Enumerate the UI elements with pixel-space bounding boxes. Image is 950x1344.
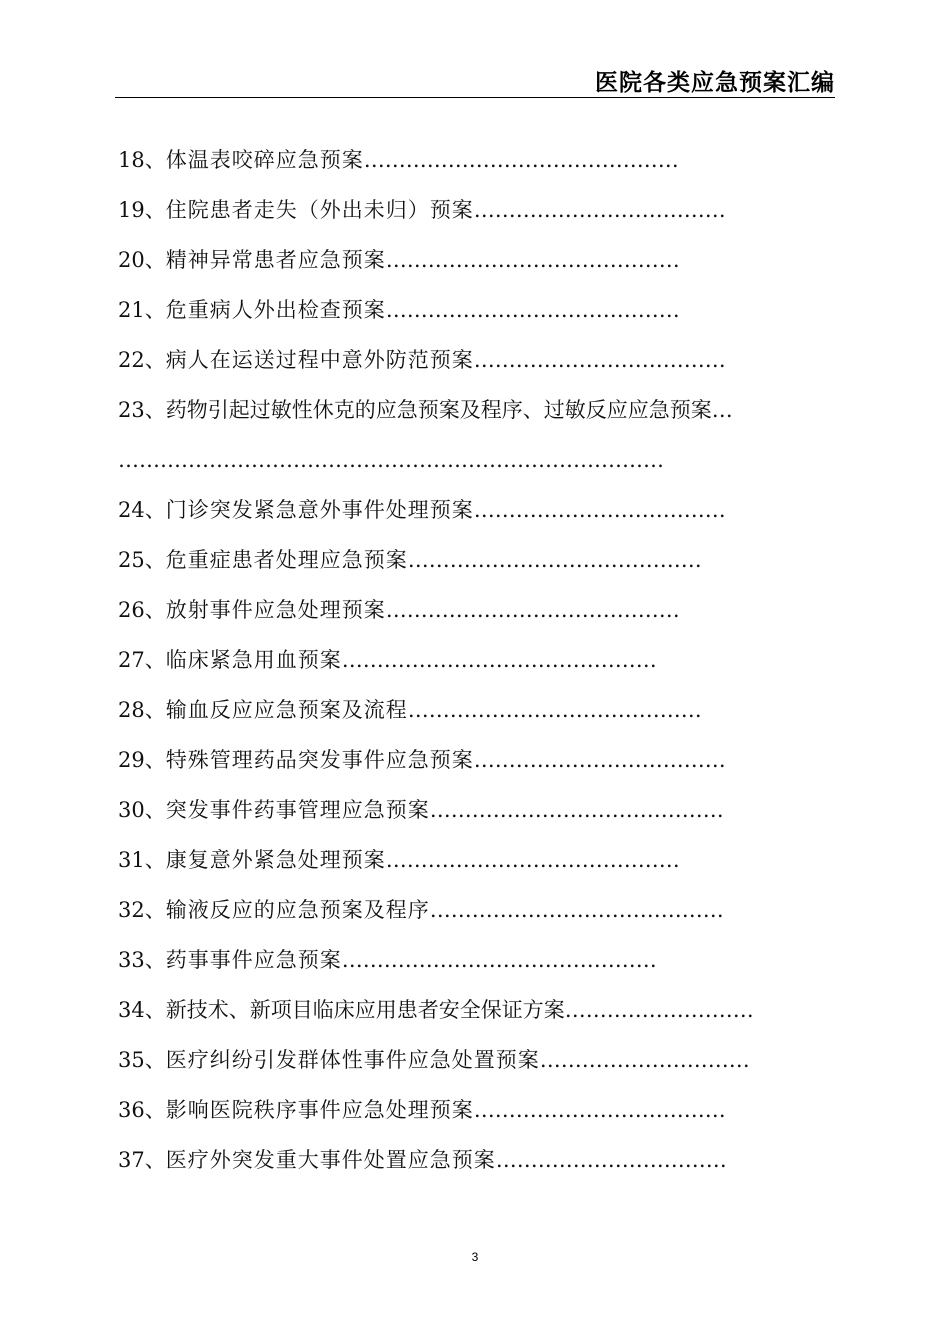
toc-entry-37[interactable] (118, 1142, 830, 1192)
toc-number: 20 (118, 248, 145, 272)
toc-separator: 、 (144, 398, 166, 422)
document-header-title: 医院各类应急预案汇编 (595, 70, 835, 96)
toc-leader-dots: …………………………………… (407, 548, 702, 572)
toc-leader-dots: …………………………………………………………………… (118, 448, 664, 472)
toc-entry-36[interactable] (118, 1092, 830, 1142)
toc-entry-35[interactable] (118, 1042, 830, 1092)
toc-separator: 、 (144, 198, 166, 222)
toc-leader-dots: …………………………………… (429, 898, 724, 922)
toc-title: 药物引起过敏性休克的应急预案及程序、过敏反应应急预案 (165, 398, 712, 422)
toc-separator: 、 (144, 748, 166, 772)
toc-entry-27[interactable] (118, 642, 830, 692)
toc-separator: 、 (144, 498, 166, 522)
toc-number: 30 (118, 798, 145, 822)
toc-number: 33 (118, 948, 145, 972)
toc-entry-29[interactable] (118, 742, 830, 792)
toc-entry-34[interactable] (118, 992, 830, 1042)
toc-number: 22 (118, 348, 145, 372)
toc-title: 病人在运送过程中意外防范预案 (165, 348, 474, 372)
toc-entry-28[interactable] (118, 692, 830, 742)
toc-leader-dots: …………………………………… (385, 248, 680, 272)
toc-number: 23 (118, 398, 145, 422)
toc-leader-dots: …………………………………… (385, 848, 680, 872)
toc-leader-dots: ……………………………………… (363, 148, 679, 172)
toc-separator: 、 (144, 1048, 166, 1072)
toc-leader-dots: ……………………………………… (341, 648, 657, 672)
toc-leader-dots: ……………………………… (473, 498, 726, 522)
toc-entry-21[interactable] (118, 292, 830, 342)
toc-separator: 、 (144, 1098, 166, 1122)
toc-leader-dots: …………………………………… (429, 798, 724, 822)
toc-leader-dots: ……………………………… (473, 748, 726, 772)
toc-title: 医疗外突发重大事件处置应急预案 (165, 1148, 496, 1172)
toc-title: 输液反应的应急预案及程序 (165, 898, 430, 922)
toc-separator: 、 (144, 598, 166, 622)
toc-number: 28 (118, 698, 145, 722)
toc-separator: 、 (144, 348, 166, 372)
toc-separator: 、 (144, 698, 166, 722)
toc-number: 24 (118, 498, 145, 522)
toc-entry-23[interactable] (118, 392, 830, 442)
toc-title: 输血反应应急预案及流程 (165, 698, 408, 722)
toc-leader-dots: …………………………………… (385, 598, 680, 622)
toc-leader-dots: …………………………………… (407, 698, 702, 722)
toc-title: 危重病人外出检查预案 (165, 298, 386, 322)
toc-title: 临床紧急用血预案 (165, 648, 342, 672)
toc-title: 康复意外紧急处理预案 (165, 848, 386, 872)
toc-title: 影响医院秩序事件应急处理预案 (165, 1098, 474, 1122)
toc-separator: 、 (144, 248, 166, 272)
toc-number: 26 (118, 598, 145, 622)
toc-entry-25[interactable] (118, 542, 830, 592)
toc-leader-dots: ……………………………… (473, 198, 726, 222)
toc-entry-18[interactable] (118, 142, 830, 192)
toc-number: 29 (118, 748, 145, 772)
toc-number: 19 (118, 198, 145, 222)
toc-title: 新技术、新项目临床应用患者安全保证方案 (165, 998, 565, 1022)
toc-leader-dots: ……………………………… (473, 1098, 726, 1122)
toc-title: 体温表咬碎应急预案 (165, 148, 364, 172)
toc-entry-30[interactable] (118, 792, 830, 842)
toc-entry-19[interactable] (118, 192, 830, 242)
toc-number: 27 (118, 648, 145, 672)
toc-separator: 、 (144, 848, 166, 872)
toc-entry-24[interactable] (118, 492, 830, 542)
toc-entry-26[interactable] (118, 592, 830, 642)
toc-entry-23-continuation[interactable] (118, 442, 830, 492)
page-number: 3 (471, 1250, 479, 1264)
toc-leader-dots: ……………………………… (473, 348, 726, 372)
toc-separator: 、 (144, 1148, 166, 1172)
toc-title: 门诊突发紧急意外事件处理预案 (165, 498, 474, 522)
toc-leader-dots: …………………………… (495, 1148, 727, 1172)
toc-title: 药事事件应急预案 (165, 948, 342, 972)
toc-title: 住院患者走失（外出未归）预案 (165, 198, 474, 222)
toc-separator: 、 (144, 998, 166, 1022)
toc-number: 35 (118, 1048, 145, 1072)
toc-separator: 、 (144, 948, 166, 972)
toc-separator: 、 (144, 148, 166, 172)
toc-number: 25 (118, 548, 145, 572)
toc-number: 37 (118, 1148, 145, 1172)
toc-separator: 、 (144, 648, 166, 672)
toc-leader-dots: ……………………… (564, 998, 754, 1022)
table-of-contents (118, 142, 830, 1192)
toc-number: 31 (118, 848, 145, 872)
toc-number: 21 (118, 298, 145, 322)
toc-leader-dots: …………………………………… (385, 298, 680, 322)
toc-title: 放射事件应急处理预案 (165, 598, 386, 622)
toc-separator: 、 (144, 298, 166, 322)
toc-leader-dots: ……………………………………… (341, 948, 657, 972)
toc-leader-dots: … (711, 398, 733, 422)
toc-number: 32 (118, 898, 145, 922)
toc-entry-33[interactable] (118, 942, 830, 992)
toc-leader-dots: ………………………… (539, 1048, 750, 1072)
toc-separator: 、 (144, 898, 166, 922)
toc-number: 34 (118, 998, 145, 1022)
header-divider (115, 97, 835, 98)
toc-number: 36 (118, 1098, 145, 1122)
toc-separator: 、 (144, 548, 166, 572)
toc-title: 精神异常患者应急预案 (165, 248, 386, 272)
toc-entry-22[interactable] (118, 342, 830, 392)
toc-title: 特殊管理药品突发事件应急预案 (165, 748, 474, 772)
toc-entry-32[interactable] (118, 892, 830, 942)
toc-entry-20[interactable] (118, 242, 830, 292)
toc-number: 18 (118, 148, 145, 172)
toc-separator: 、 (144, 798, 166, 822)
toc-entry-31[interactable] (118, 842, 830, 892)
toc-title: 危重症患者处理应急预案 (165, 548, 408, 572)
toc-title: 突发事件药事管理应急预案 (165, 798, 430, 822)
toc-title: 医疗纠纷引发群体性事件应急处置预案 (165, 1048, 540, 1072)
